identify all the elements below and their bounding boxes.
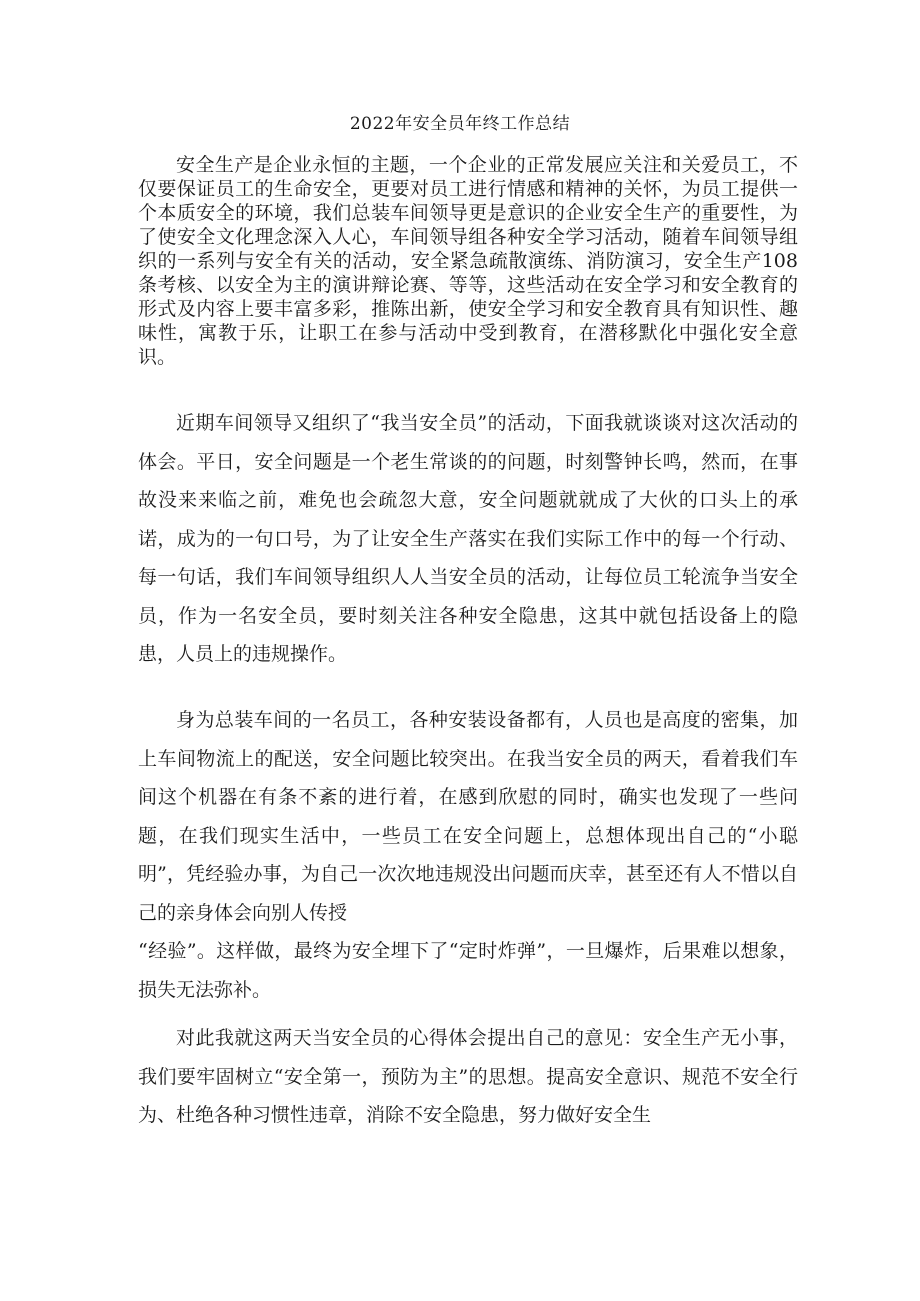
paragraph-3-continuation: “经验”。这样做，最终为安全埋下了“定时炸弹”，一旦爆炸，后果难以想象，损失无法弥补。 [138,940,798,1001]
paragraph-1: 安全生产是企业永恒的主题，一个企业的正常发展应关注和关爱员工，不仅要保证员工的生命安全，更要对员工进行情感和精神的关怀，为员工提供一个本质安全的环境，我们总装车间领导更是意识的企业安全生产的重要性，为了使安全文化理念深入人心，车间领导组各种安全学习活动，随着车间领导组织的一系列与安全有关的活动，安全紧急疏散演练、消防演习，安全生产108条考核、以安全为主的演讲辩论赛、等等，这些活动在安全学习和安全教育的形式及内容上要丰富多彩，推陈出新，使安全学习和安全教育具有知识性、趣味性，寓教于乐，让职工在参与活动中受到教育，在潜移默化中强化安全意识。 [138,154,798,368]
paragraph-3: 身为总装车间的一名员工，各种安装设备都有，人员也是高度的密集，加上车间物流上的配送，安全问题比较突出。在我当安全员的两天，看着我们车间这个机器在有条不紊的进行着，在感到欣慰的同时，确实也发现了一些问题，在我们现实生活中，一些员工在安全问题上，总想体现出自己的“小聪明”，凭经验办事，为自己一次次地违规没出问题而庆幸，甚至还有人不惜以自己的亲身体会向别人传授 [138,709,798,924]
paragraph-2: 近期车间领导又组织了“我当安全员”的活动，下面我就谈谈对这次活动的体会。平日，安全问题是一个老生常谈的的问题，时刻警钟长鸣，然而，在事故没来来临之前，难免也会疏忽大意，安全问题就就成了大伙的口头上的承诺，成为的一句口号，为了让安全生产落实在我们实际工作中的每一个行动、每一句话，我们车间领导组织人人当安全员的活动，让每位员工轮流争当安全员，作为一名安全员，要时刻关注各种安全隐患，这其中就包括设备上的隐患，人员上的违规操作。 [138,412,798,665]
paragraph-4: 对此我就这两天当安全员的心得体会提出自己的意见：安全生产无小事，我们要牢固树立“安全第一，预防为主”的思想。提高安全意识、规范不安全行为、杜绝各种习惯性违章，消除不安全隐患，努力做好安全生 [138,1027,798,1126]
document-title: 2022年安全员年终工作总结 [349,114,571,134]
